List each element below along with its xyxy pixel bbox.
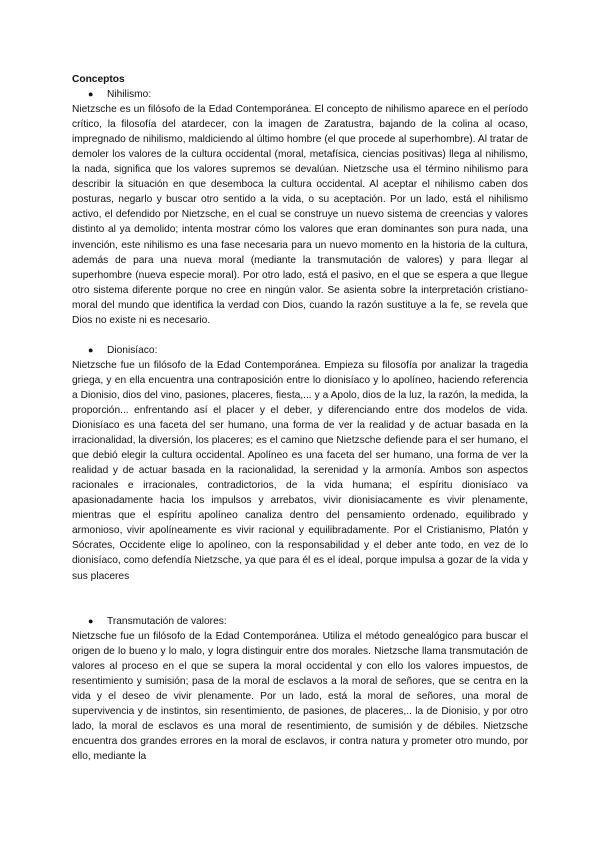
- section-heading: Transmutación de valores:: [107, 615, 227, 627]
- section-transmutacion: [72, 614, 528, 764]
- bullet-icon: ●: [88, 344, 94, 355]
- section-nihilismo: [72, 87, 528, 328]
- bullet-heading: [72, 614, 528, 629]
- document-page: [72, 72, 528, 764]
- bullet-heading: [72, 343, 528, 358]
- bullet-icon: ●: [88, 89, 94, 100]
- page-title: Conceptos: [72, 74, 125, 85]
- bullet-icon: ●: [88, 615, 94, 626]
- section-body: Nietzsche fue un filósofo de la Edad Contemporánea. Empieza su filosofía por analizar la tragedia griega, y en ella encuentra una contraposición entre lo dionisíaco y lo apolíneo, haciendo referencia a Dionisio, dios del vino, pasiones, placeres, fiesta,... y a Apolo, dios de la luz, la razón, la medida, la proporción... enfrentando así el placer y el deber, y diferenciando entre dos modelos de vida. Dionisíaco es una faceta del ser humano, una forma de ver la realidad y de actuar basada en la irracionalidad, la diversión, los placeres; es el camino que Nietzsche defiende para el ser humano, el que debió elegir la cultura occidental. Apolíneo es una faceta del ser humano, una forma de ver la realidad y de actuar basada en la racionalidad, la serenidad y la armonía. Ambos son aspectos racionales e irracionales, contradictorios, de la vida humana; el espíritu dionisíaco va apasionadamente hacia los impulsos y arrebatos, vivir dionisiacamente es vivir plenamente, mientras que el espíritu apolíneo canaliza dentro del pensamiento ordenado, equilibrado y armonioso, vivir apolíneamente es vivir racional y equilibradamente. Por el Cristianismo, Platón y Sócrates, Occidente elige lo apolíneo, con la responsabilidad y el deber ante todo, en vez de lo dionisíaco, como defendía Nietzsche, ya que para él es el ideal, porque impulsa a gozar de la vida y sus placeres: [72, 359, 528, 582]
- section-heading: Nihilismo:: [107, 89, 152, 101]
- bullet-heading: [72, 87, 528, 102]
- section-dionisiaco: [72, 343, 528, 584]
- section-body: Nietzsche es un filósofo de la Edad Contemporánea. El concepto de nihilismo aparece en el período crítico, la filosofía del atardecer, con la imagen de Zaratustra, bajando de la colina al ocaso, impregnado de nihilismo, maldiciendo al último hombre (el que procede al superhombre). Al tratar de demoler los valores de la cultura occidental (moral, metafísica, ciencias positivas) llega al nihilismo, la nada, significa que los valores supremos se devalúan. Nietzsche usa el término nihilismo para describir la situación en que desemboca la cultura occidental. Al aceptar el nihilismo caben dos posturas, negarlo y buscar otro sentido a la vida, o su aceptación. Por un lado, está el nihilismo activo, el defendido por Nietzsche, en el cual se construye un nuevo sistema de creencias y valores distinto al ya demolido; intenta mostrar cómo los valores que eran dominantes son pura nada, una invención, este nihilismo es una fase necesaria para un nuevo momento en la historia de la cultura, además de para una nueva moral (mediante la transmutación de valores) y para llegar al superhombre (nueva especie moral). Por otro lado, está el pasivo, en el que se espera a que llegue otro sistema diferente porque no cree en ningún valor. Se asienta sobre la interpretación cristiano-moral del mundo que identifica la verdad con Dios, cuando la razón sustituye a la fe, se revela que Dios no existe ni es necesario.: [72, 104, 528, 326]
- section-heading: Dionisíaco:: [107, 344, 158, 356]
- section-body: Nietzsche fue un filósofo de la Edad Contemporánea. Utiliza el método genealógico para buscar el origen de lo bueno y lo malo, y logra distinguir entre dos morales. Nietzsche llama transmutación de valores al proceso en el que se supera la moral occidental y con ello los valores impuestos, de resentimiento y sumisión; pasa de la moral de esclavos a la moral de señores, que se centra en la vida y el deseo de vivir plenamente. Por un lado, está la moral de señores, una moral de supervivencia y de instintos, sin resentimiento, de pasiones, de placeres,.. la de Dionisio, y por otro lado, la moral de esclavos es una moral de resentimiento, de sumisión y de débiles. Nietzsche encuentra dos grandes errores en la moral de esclavos, ir contra natura y prometer otro mundo, por ello, mediante la: [72, 630, 528, 762]
